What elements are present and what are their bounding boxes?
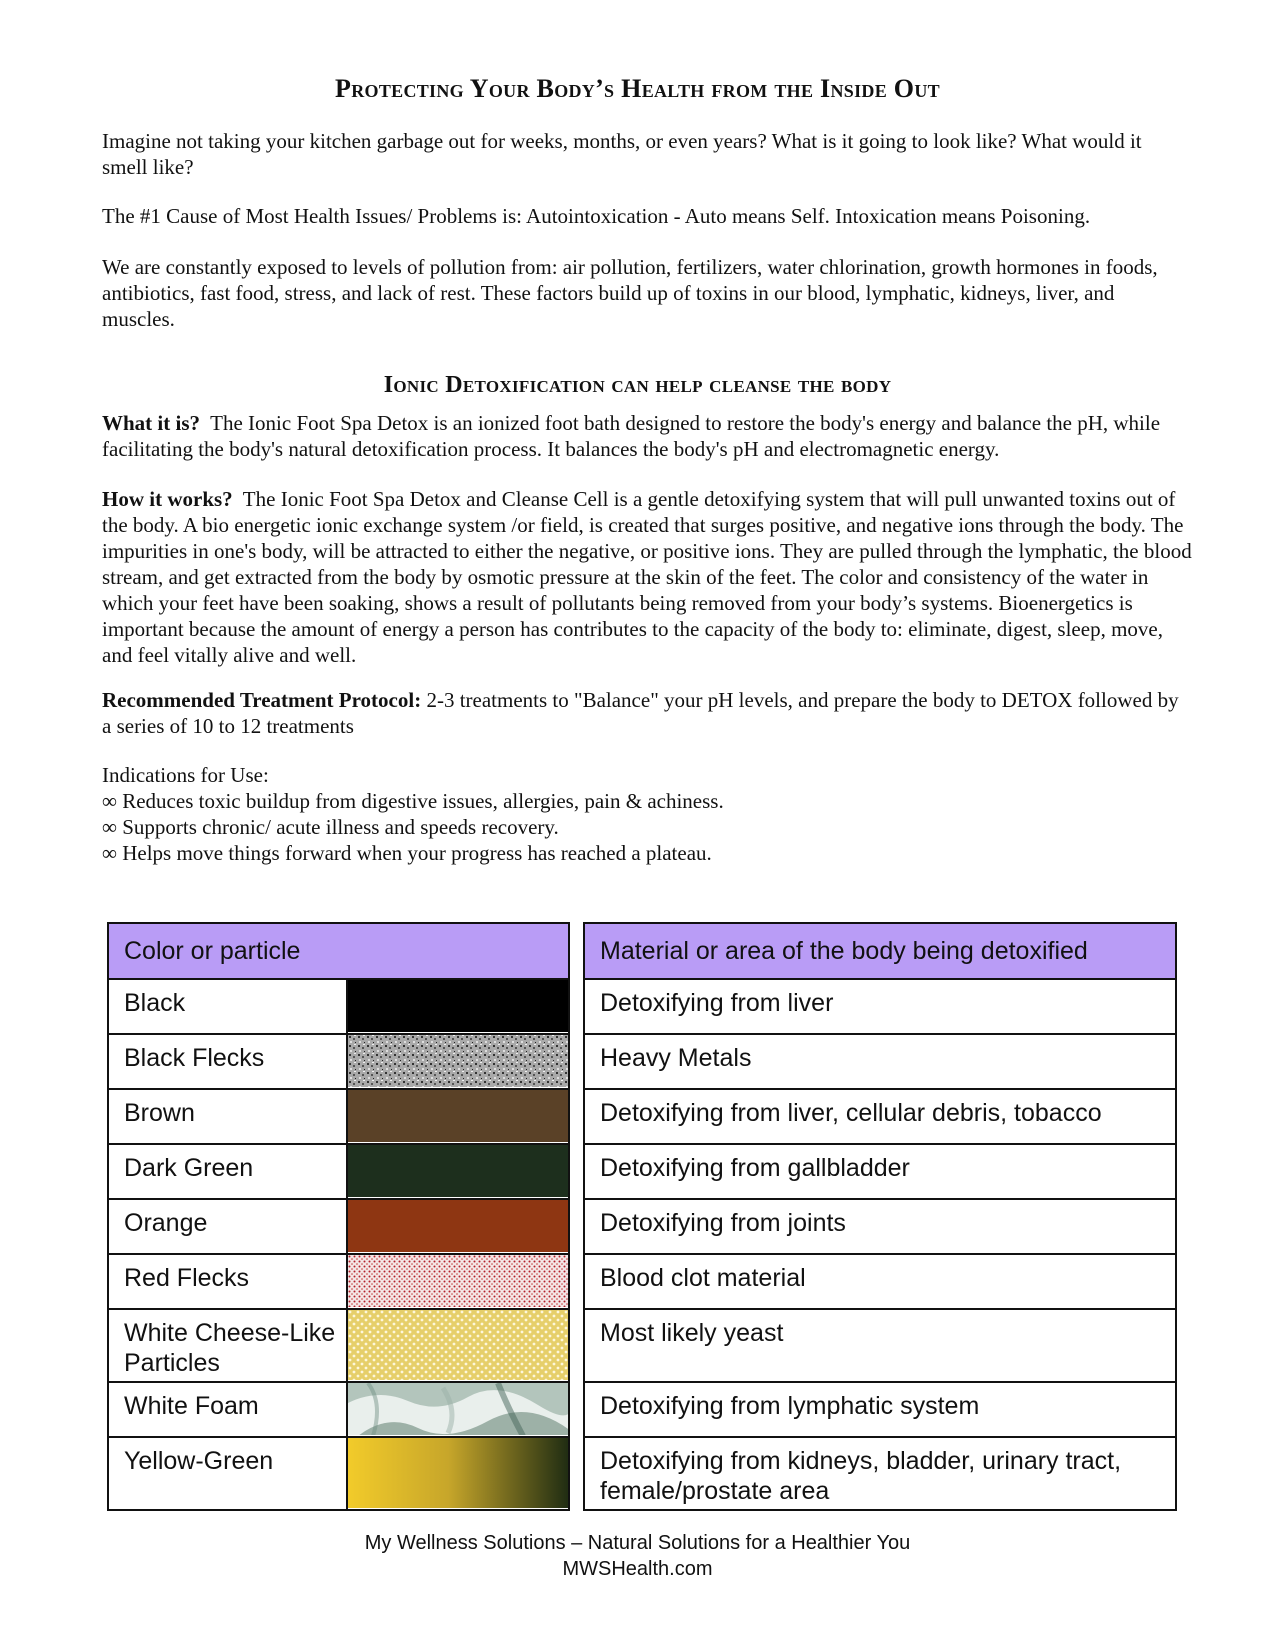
material-cell: Detoxifying from gallbladder bbox=[584, 1144, 1176, 1199]
table-row bbox=[584, 979, 1176, 1034]
color-name: Orange bbox=[108, 1199, 347, 1254]
table-row bbox=[584, 1034, 1176, 1089]
swatch-red-flecks bbox=[347, 1254, 569, 1309]
what-it-is-text: The Ionic Foot Spa Detox is an ionized foot bath designed to restore the body's energy and balance the pH, while facilitating the body's natural detoxification process. It balances the body's pH and electromagnetic energy. bbox=[102, 411, 1161, 461]
table-row bbox=[584, 1199, 1176, 1254]
material-cell: Most likely yeast bbox=[584, 1309, 1176, 1382]
color-header-cell: Color or particle bbox=[108, 923, 569, 979]
intro-paragraph-1: Imagine not taking your kitchen garbage out for weeks, months, or even years? What is it going to look like? What would it smell like? bbox=[102, 129, 1142, 179]
footer-website: MWSHealth.com bbox=[562, 1558, 713, 1580]
material-cell: Heavy Metals bbox=[584, 1034, 1176, 1089]
swatch-orange bbox=[347, 1199, 569, 1254]
table-row bbox=[108, 1144, 569, 1199]
footer-tagline: My Wellness Solutions – Natural Solutions for a Healthier You bbox=[364, 1532, 911, 1554]
section-heading: Ionic Detoxification can help cleanse the body bbox=[383, 372, 892, 398]
material-cell: Detoxifying from liver, cellular debris, tobacco bbox=[584, 1089, 1176, 1144]
table-row bbox=[584, 1382, 1176, 1437]
what-it-is-paragraph bbox=[102, 410, 1192, 462]
swatch-yellow-green bbox=[347, 1437, 569, 1510]
table-row bbox=[108, 1437, 569, 1510]
swatch-brown bbox=[347, 1089, 569, 1144]
material-header-cell: Material or area of the body being detoxified bbox=[584, 923, 1176, 979]
color-name: White Cheese-Like Particles bbox=[108, 1309, 347, 1382]
table-row bbox=[108, 1199, 569, 1254]
swatch-dark-green bbox=[347, 1144, 569, 1199]
indications-list bbox=[102, 762, 1192, 866]
table-row bbox=[108, 1089, 569, 1144]
what-it-is-label: What it is? bbox=[102, 411, 201, 435]
intro-paragraph-2: The #1 Cause of Most Health Issues/ Problems is: Autointoxication - Auto means Self. Intoxication means Poisoning. bbox=[102, 204, 1091, 228]
indication-item: ∞ Supports chronic/ acute illness and speeds recovery. bbox=[102, 815, 559, 839]
table-row bbox=[584, 1309, 1176, 1382]
indications-heading: Indications for Use: bbox=[102, 763, 269, 787]
swatch-black bbox=[347, 979, 569, 1034]
color-name: Black bbox=[108, 979, 347, 1034]
color-name: Black Flecks bbox=[108, 1034, 347, 1089]
indication-item: ∞ Helps move things forward when your progress has reached a plateau. bbox=[102, 841, 712, 865]
table-row bbox=[584, 1089, 1176, 1144]
table-row bbox=[108, 1382, 569, 1437]
color-name: Dark Green bbox=[108, 1144, 347, 1199]
material-table-header bbox=[584, 923, 1176, 979]
intro-paragraph-3: We are constantly exposed to levels of pollution from: air pollution, fertilizers, water chlorination, growth hormones in foods, antibiotics, fast food, stress, and lack of rest. These factors build up of toxins in our blood, lymphatic, kidneys, liver, and muscles. bbox=[102, 255, 1158, 331]
color-table bbox=[107, 922, 570, 1511]
table-row bbox=[584, 1437, 1176, 1510]
color-name: Yellow-Green bbox=[108, 1437, 347, 1510]
material-cell: Detoxifying from liver bbox=[584, 979, 1176, 1034]
swatch-white-cheese bbox=[347, 1309, 569, 1382]
table-row bbox=[108, 1034, 569, 1089]
how-it-works-text: The Ionic Foot Spa Detox and Cleanse Cell is a gentle detoxifying system that will pull unwanted toxins out of the body. A bio energetic ionic exchange system /or field, is created that surges positive, and negative ions through the body. The impurities in one's body, will be attracted to either the negative, or positive ions. They are pulled through the lymphatic, the blood stream, and get extracted from the body by osmotic pressure at the skin of the feet. The color and consistency of the water in which your feet have been soaking, shows a result of pollutants being removed from your body’s systems. Bioenergetics is important because the amount of energy a person has contributes to the capacity of the body to: eliminate, digest, sleep, move, and feel vitally alive and well. bbox=[102, 487, 1192, 667]
table-row bbox=[108, 979, 569, 1034]
color-name: Brown bbox=[108, 1089, 347, 1144]
table-row bbox=[108, 1254, 569, 1309]
swatch-white-foam bbox=[347, 1382, 569, 1437]
material-cell: Detoxifying from kidneys, bladder, urinary tract, female/prostate area bbox=[584, 1437, 1176, 1510]
table-row bbox=[584, 1144, 1176, 1199]
material-cell: Detoxifying from joints bbox=[584, 1199, 1176, 1254]
color-name: White Foam bbox=[108, 1382, 347, 1437]
protocol-paragraph bbox=[102, 687, 1192, 739]
color-name: Red Flecks bbox=[108, 1254, 347, 1309]
how-it-works-label: How it works? bbox=[102, 487, 233, 511]
table-row bbox=[584, 1254, 1176, 1309]
indication-item: ∞ Reduces toxic buildup from digestive issues, allergies, pain & achiness. bbox=[102, 789, 724, 813]
page-title: Protecting Your Body’s Health from the Inside Out bbox=[335, 74, 940, 103]
swatch-black-flecks bbox=[347, 1034, 569, 1089]
color-table-header bbox=[108, 923, 569, 979]
protocol-text: 2-3 treatments to "Balance" your pH levels, and prepare the body to DETOX followed by a series of 10 to 12 treatments bbox=[102, 688, 1179, 738]
material-cell: Detoxifying from lymphatic system bbox=[584, 1382, 1176, 1437]
material-table bbox=[583, 922, 1177, 1511]
protocol-label: Recommended Treatment Protocol: bbox=[102, 688, 422, 712]
how-it-works-paragraph bbox=[102, 486, 1192, 668]
footer bbox=[0, 1530, 1275, 1582]
material-cell: Blood clot material bbox=[584, 1254, 1176, 1309]
table-row bbox=[108, 1309, 569, 1382]
